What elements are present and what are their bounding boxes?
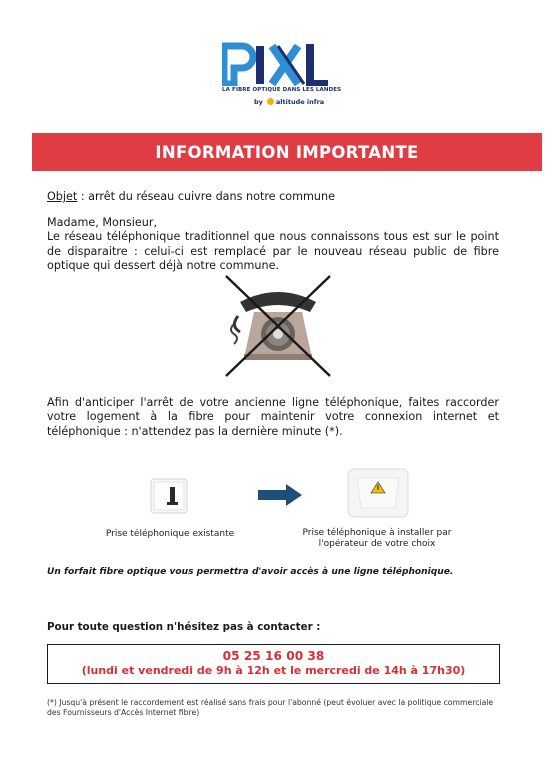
logo-by-text: by (254, 98, 263, 106)
contact-phone: 05 25 16 00 38 (222, 649, 325, 663)
subject-text: : arrêt du réseau cuivre dans notre commune (77, 190, 335, 203)
pixl-logo (222, 40, 342, 110)
greeting: Madame, Monsieur, (47, 216, 158, 229)
contact-box (47, 644, 500, 684)
pixl-wordmark-icon (222, 40, 330, 86)
logo-partner (254, 98, 324, 106)
banner-title: INFORMATION IMPORTANTE (155, 142, 419, 162)
crossed-out-rotary-phone-icon (220, 272, 336, 380)
title-banner (32, 133, 542, 171)
logo-tagline: LA FIBRE OPTIQUE DANS LES LANDES (222, 87, 342, 93)
existing-phone-socket-icon (150, 478, 188, 514)
fiber-plan-note: Un forfait fibre optique vous permettra d'avoir accès à une ligne téléphonique. (47, 567, 454, 577)
subject-label: Objet (47, 190, 78, 203)
altitude-dot-icon (267, 98, 274, 105)
fiber-optic-socket-icon (347, 468, 409, 518)
intro-paragraph (47, 216, 499, 274)
logo-partner-name: altitude infra (275, 98, 325, 106)
new-socket-caption: Prise téléphonique à installer par l'opérateur de votre choix (302, 528, 452, 549)
intro-body: Le réseau téléphonique traditionnel que nous connaissons tous est sur le point de disparaitre : celui-ci est remplacé par le nouveau réseau public de fibre optique qui dessert déjà notre commune. (47, 230, 499, 273)
arrow-right-icon (258, 484, 302, 506)
connection-paragraph: Afin d'anticiper l'arrêt de votre ancienne ligne téléphonique, faites raccorder votre logement à la fibre pour maintenir votre connexion internet et téléphonique : n'attendez pas la dernière minute (*). (47, 396, 499, 438)
footnote: (*) Jusqu'à présent le raccordement est réalisé sans frais pour l'abonné (peut évoluer avec la politique commerciale des Fournisseurs d'Accès Internet fibre) (47, 698, 494, 718)
contact-question: Pour toute question n'hésitez pas à contacter : (47, 621, 321, 633)
existing-socket-caption: Prise téléphonique existante (105, 529, 235, 539)
subject-line (47, 190, 335, 204)
contact-hours: (lundi et vendredi de 9h à 12h et le mercredi de 14h à 17h30) (81, 664, 466, 677)
